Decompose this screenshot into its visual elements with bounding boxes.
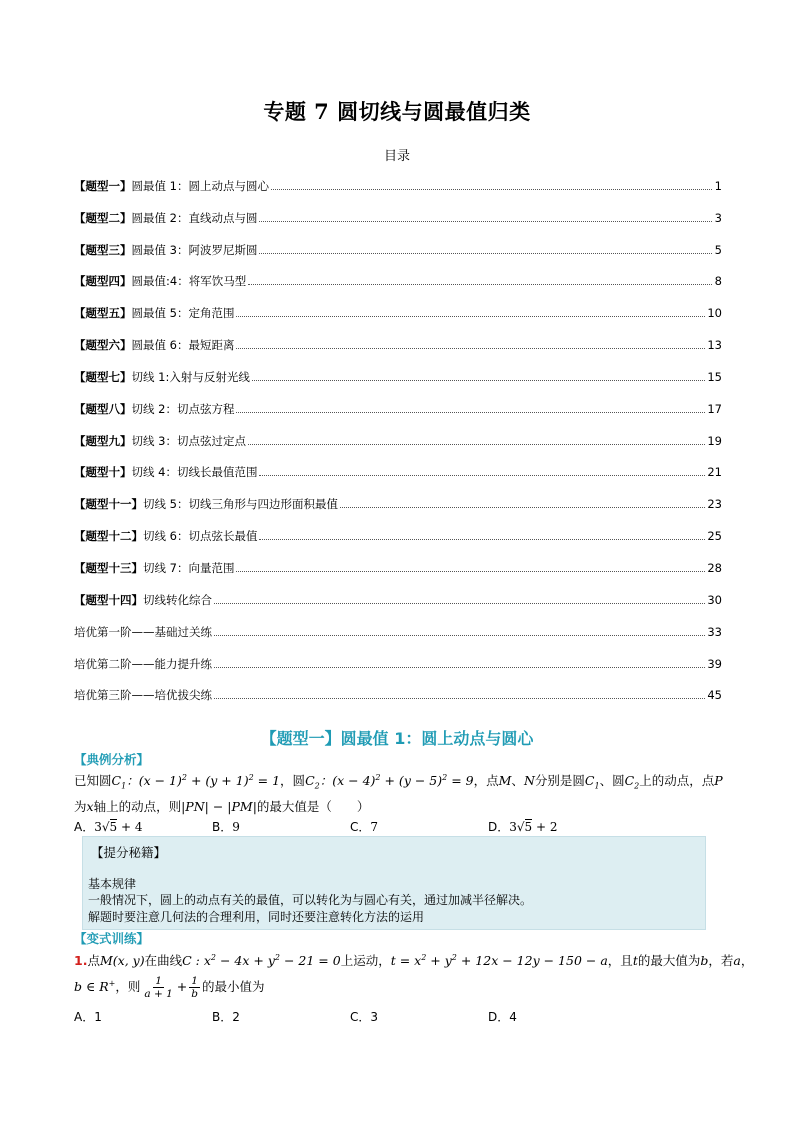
toc-page-number: 1 (714, 178, 722, 193)
toc-entry[interactable] (74, 543, 722, 575)
toc-entry[interactable] (74, 320, 722, 352)
example-tag: 【典例分析】 (74, 752, 150, 767)
toc-leader-dots (259, 474, 705, 476)
option-c[interactable]: C．7 (350, 820, 379, 834)
toc-entry-label: 【题型九】切线 3：切点弦过定点 (74, 433, 246, 448)
toc-entry[interactable] (74, 671, 722, 703)
toc-heading: 目录 (383, 149, 410, 164)
toc-entry[interactable] (74, 193, 722, 225)
toc-leader-dots (271, 188, 712, 190)
toc-page-number: 21 (707, 465, 722, 480)
toc-leader-dots (236, 315, 705, 317)
toc-leader-dots (214, 602, 705, 604)
tip-title: 【提分秘籍】 (91, 845, 167, 860)
toc-page-number: 28 (707, 560, 722, 575)
option-b[interactable]: B．2 (212, 1010, 240, 1024)
toc-entry[interactable] (74, 384, 722, 416)
toc-leader-dots (259, 538, 705, 540)
fraction-2: $\frac{1}{b}$ (191, 975, 198, 1000)
question-number: 1. (74, 953, 88, 968)
toc-leader-dots (214, 634, 705, 636)
toc-leader-dots (252, 379, 706, 381)
example-question-line-1: 已知圆$C_1$：$(x - 1)^2 + (y + 1)^2 = 1$，圆$C_2$：$(x - 4)^2 + (y - 5)^2 = 9$，点M、N分别是圆$C_1$、圆$C_2$上的动点，点P (74, 772, 723, 791)
example-question-line-2: 为x轴上的动点，则|PN| − |PM|的最大值是（ ） (74, 799, 370, 814)
toc-entry-label: 培优第二阶——能力提升练 (74, 656, 212, 671)
toc-entry[interactable] (74, 639, 722, 671)
toc-entry[interactable] (74, 607, 722, 639)
circle-c2-equation: $C_2$：$(x - 4)^2 + (y - 5)^2 = 9$ (305, 772, 474, 791)
distance-expression: |PN| − |PM| (181, 799, 257, 814)
toc-entry-label: 【题型三】圆最值 3：阿波罗尼斯圆 (74, 242, 258, 257)
tip-line: 解题时要注意几何法的合理利用，同时还要注意转化方法的运用 (88, 910, 425, 924)
practice-question-line-2: b ∈ R+，则 $\frac{1}{a + 1}$ + $\frac{1}{b}$ 的最小值为 (74, 975, 265, 1000)
toc-page-number: 10 (707, 306, 722, 321)
toc-entry-label: 【题型十】切线 4：切线长最值范围 (74, 465, 258, 480)
toc-entry-label: 【题型六】圆最值 6：最短距离 (74, 338, 235, 353)
toc-page-number: 45 (707, 688, 722, 703)
toc-entry-label: 【题型八】切线 2：切点弦方程 (74, 401, 235, 416)
toc-page-number: 25 (707, 529, 722, 544)
toc-leader-dots (214, 697, 705, 699)
toc-entry-label: 【题型二】圆最值 2：直线动点与圆 (74, 210, 258, 225)
tip-line: 一般情况下，圆上的动点有关的最值，可以转化为与圆心有关，通过加减半径解决。 (88, 893, 533, 907)
option-c[interactable]: C．3 (350, 1010, 379, 1024)
table-of-contents (74, 161, 722, 702)
tip-line: 基本规律 (88, 877, 137, 891)
toc-page-number: 13 (707, 338, 722, 353)
option-a[interactable]: A．1 (74, 1010, 102, 1024)
toc-page-number: 19 (707, 433, 722, 448)
toc-leader-dots (236, 347, 705, 349)
document-title: 专题 7 圆切线与圆最值归类 (263, 99, 531, 124)
toc-page-number: 8 (714, 274, 722, 289)
toc-page-number: 3 (714, 210, 722, 225)
toc-page-number: 17 (707, 401, 722, 416)
toc-entry-label: 【题型四】圆最值:4：将军饮马型 (74, 274, 247, 289)
toc-entry-label: 【题型一】圆最值 1：圆上动点与圆心 (74, 178, 269, 193)
toc-entry[interactable] (74, 288, 722, 320)
toc-entry[interactable] (74, 575, 722, 607)
toc-entry[interactable] (74, 225, 722, 257)
toc-page-number: 23 (707, 497, 722, 512)
practice-tag: 【变式训练】 (74, 931, 150, 946)
toc-page-number: 30 (707, 592, 722, 607)
option-a[interactable]: A．3√5 + 4 (74, 820, 143, 834)
tip-box (82, 836, 706, 930)
toc-leader-dots (236, 570, 705, 572)
toc-leader-dots (248, 283, 712, 285)
toc-entry-label: 培优第三阶——培优拔尖练 (74, 688, 212, 703)
toc-page-number: 5 (714, 242, 722, 257)
toc-leader-dots (259, 252, 712, 254)
practice-question-line-1: 1.点M(x, y)在曲线C : $x^2 - 4x + y^2 - 21 = 0$上运动，$t = x^2 + y^2 + 12x - 12y - 150 - a$，且t的最大值为b，若a， (74, 952, 754, 968)
toc-leader-dots (214, 666, 705, 668)
fraction-1: $\frac{1}{a + 1}$ (144, 975, 173, 1000)
option-d[interactable]: D．4 (488, 1010, 517, 1024)
toc-entry[interactable] (74, 352, 722, 384)
toc-page-number: 15 (707, 369, 722, 384)
sqrt-symbol: √ (101, 820, 110, 834)
toc-leader-dots (259, 220, 712, 222)
toc-entry[interactable] (74, 448, 722, 480)
example-options (74, 818, 694, 835)
toc-entry[interactable] (74, 479, 722, 511)
curve-equation: C : $x^2 - 4x + y^2 - 21 = 0$ (182, 952, 341, 968)
toc-entry-label: 培优第一阶——基础过关练 (74, 624, 212, 639)
option-b[interactable]: B．9 (212, 820, 240, 834)
toc-leader-dots (236, 411, 705, 413)
toc-entry-label: 【题型十二】切线 6：切点弦长最值 (74, 529, 258, 544)
circle-c1-equation: $C_1$：$(x - 1)^2 + (y + 1)^2 = 1$ (111, 772, 281, 791)
t-expression: $t = x^2 + y^2 + 12x - 12y - 150 - a$ (390, 952, 608, 968)
practice-options (74, 1008, 694, 1025)
toc-entry-label: 【题型十三】切线 7：向量范围 (74, 560, 235, 575)
toc-page-number: 33 (707, 624, 722, 639)
toc-entry-label: 【题型五】圆最值 5：定角范围 (74, 306, 235, 321)
toc-entry-label: 【题型七】切线 1:入射与反射光线 (74, 369, 250, 384)
toc-entry[interactable] (74, 511, 722, 543)
section-title: 【题型一】圆最值 1：圆上动点与圆心 (260, 729, 534, 748)
toc-entry[interactable] (74, 257, 722, 289)
option-d[interactable]: D．3√5 + 2 (488, 820, 558, 834)
toc-entry[interactable] (74, 416, 722, 448)
toc-leader-dots (248, 443, 705, 445)
toc-entry-label: 【题型十四】切线转化综合 (74, 592, 212, 607)
toc-entry[interactable] (74, 161, 722, 193)
sqrt-symbol: √ (516, 820, 525, 834)
toc-page-number: 39 (707, 656, 722, 671)
toc-leader-dots (340, 506, 705, 508)
toc-entry-label: 【题型十一】切线 5：切线三角形与四边形面积最值 (74, 497, 338, 512)
